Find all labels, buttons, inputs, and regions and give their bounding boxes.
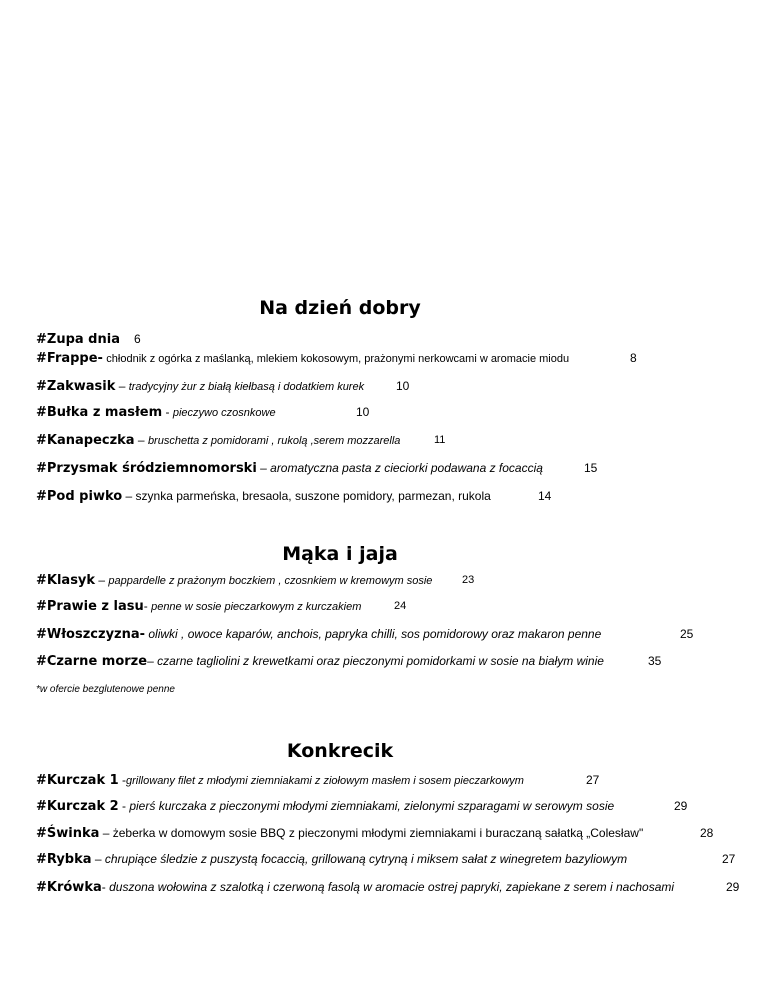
item-separator: –	[99, 826, 113, 840]
menu-item	[36, 460, 736, 477]
item-description: pierś kurczaka z pieczonymi młodymi ziemniakami, zielonymi szparagami w serowym sosie	[129, 799, 615, 813]
menu-item	[36, 378, 736, 395]
menu-item	[36, 653, 736, 670]
item-price: 27	[586, 773, 600, 787]
item-price: 6	[134, 332, 141, 346]
menu-item	[36, 488, 736, 505]
item-description: tradycyjny żur z białą kiełbasą i dodatkiem kurek	[128, 381, 365, 393]
menu-item	[36, 598, 736, 615]
menu-item	[36, 572, 736, 589]
menu-item	[36, 772, 736, 789]
item-price: 15	[584, 461, 598, 475]
item-price: 24	[394, 600, 407, 612]
item-price: 28	[700, 826, 714, 840]
item-description: chrupiące śledzie z puszystą focaccią, grillowaną cytryną i miksem sałat z winegretem bazyliowym	[104, 852, 628, 866]
menu-item	[36, 798, 736, 815]
item-description: żeberka w domowym sosie BBQ z pieczonymi młodymi ziemniakami i buraczaną sałatką „Colesław"	[112, 826, 644, 840]
item-price: 27	[722, 852, 736, 866]
menu-item	[36, 350, 736, 367]
item-separator: -	[118, 773, 127, 787]
item-name: #Czarne morze	[36, 654, 148, 669]
gluten-free-note: *w ofercie bezglutenowe penne	[36, 684, 175, 695]
item-description: bruschetta z pomidorami , rukolą ,serem mozzarella	[147, 435, 401, 447]
item-name: #Pod piwko	[36, 489, 123, 504]
item-separator: –	[122, 489, 136, 503]
item-name: #Zakwasik	[36, 379, 116, 394]
item-price: 11	[434, 434, 446, 446]
item-description: oliwki , owoce kaparów, anchois, papryka chilli, sos pomidorowy oraz makaron penne	[148, 627, 602, 641]
item-separator: –	[95, 573, 109, 587]
item-description: aromatyczna pasta z cieciorki podawana z focaccią	[270, 461, 543, 475]
item-price: 29	[674, 799, 688, 813]
item-price: 10	[356, 405, 370, 419]
item-name: #Zupa dnia	[36, 332, 120, 347]
menu-item	[36, 432, 736, 449]
item-price: 35	[648, 654, 662, 668]
item-separator: –	[256, 461, 271, 475]
item-separator: –	[134, 433, 148, 447]
item-name: #Przysmak śródziemnomorski	[36, 461, 257, 476]
item-name: #Bułka z masłem	[36, 405, 163, 420]
item-description: chłodnik z ogórka z maślanką, mlekiem kokosowym, prażonymi nerkowcami w aromacie miodu	[106, 353, 570, 365]
item-description: czarne tagliolini z krewetkami oraz pieczonymi pomidorkami w sosie na białym winie	[157, 654, 604, 668]
item-separator: –	[115, 379, 129, 393]
item-description: szynka parmeńska, bresaola, suszone pomidory, parmezan, rukola	[135, 489, 491, 503]
item-name: #Prawie z lasu	[36, 599, 144, 614]
item-name: #Kurczak 2	[36, 799, 119, 814]
menu-item	[36, 404, 736, 421]
item-name: #Klasyk	[36, 573, 96, 588]
menu-item	[36, 879, 754, 896]
item-name: #Kanapeczka	[36, 433, 135, 448]
section-title: Mąka i jaja	[282, 543, 398, 565]
item-separator: -	[101, 880, 110, 894]
item-name: #Kurczak 1	[36, 773, 119, 788]
menu-item	[36, 626, 736, 643]
item-separator: –	[147, 654, 158, 668]
item-name: #Frappe-	[36, 351, 103, 366]
item-name: #Włoszczyzna-	[36, 627, 146, 642]
menu-item	[36, 331, 736, 348]
item-description: pieczywo czosnkowe	[172, 407, 276, 419]
item-description: pappardelle z prażonym boczkiem , czosnkiem w kremowym sosie	[108, 575, 433, 587]
item-name: #Świnka	[36, 826, 100, 841]
item-name: #Rybka	[36, 852, 92, 867]
menu-item	[36, 825, 736, 842]
item-separator: –	[91, 852, 105, 866]
section-title: Konkrecik	[286, 740, 394, 762]
item-price: 29	[726, 880, 740, 894]
item-separator: -	[118, 799, 130, 813]
item-description: duszona wołowina z szalotką i czerwoną fasolą w aromacie ostrej papryki, zapiekane z serem i nachosami	[109, 880, 675, 894]
section-title: Na dzień dobry	[259, 297, 421, 319]
item-price: 10	[396, 379, 410, 393]
item-separator: -	[143, 599, 152, 613]
item-description: grillowany filet z młodymi ziemniakami z ziołowym masłem i sosem pieczarkowym	[126, 775, 524, 787]
item-price: 25	[680, 627, 694, 641]
item-description: penne w sosie pieczarkowym z kurczakiem	[151, 601, 362, 613]
item-price: 23	[462, 574, 475, 586]
item-separator: -	[162, 405, 173, 419]
menu-item	[36, 851, 746, 868]
item-price: 8	[630, 351, 637, 365]
item-price: 14	[538, 489, 552, 503]
item-name: #Krówka	[36, 880, 102, 895]
